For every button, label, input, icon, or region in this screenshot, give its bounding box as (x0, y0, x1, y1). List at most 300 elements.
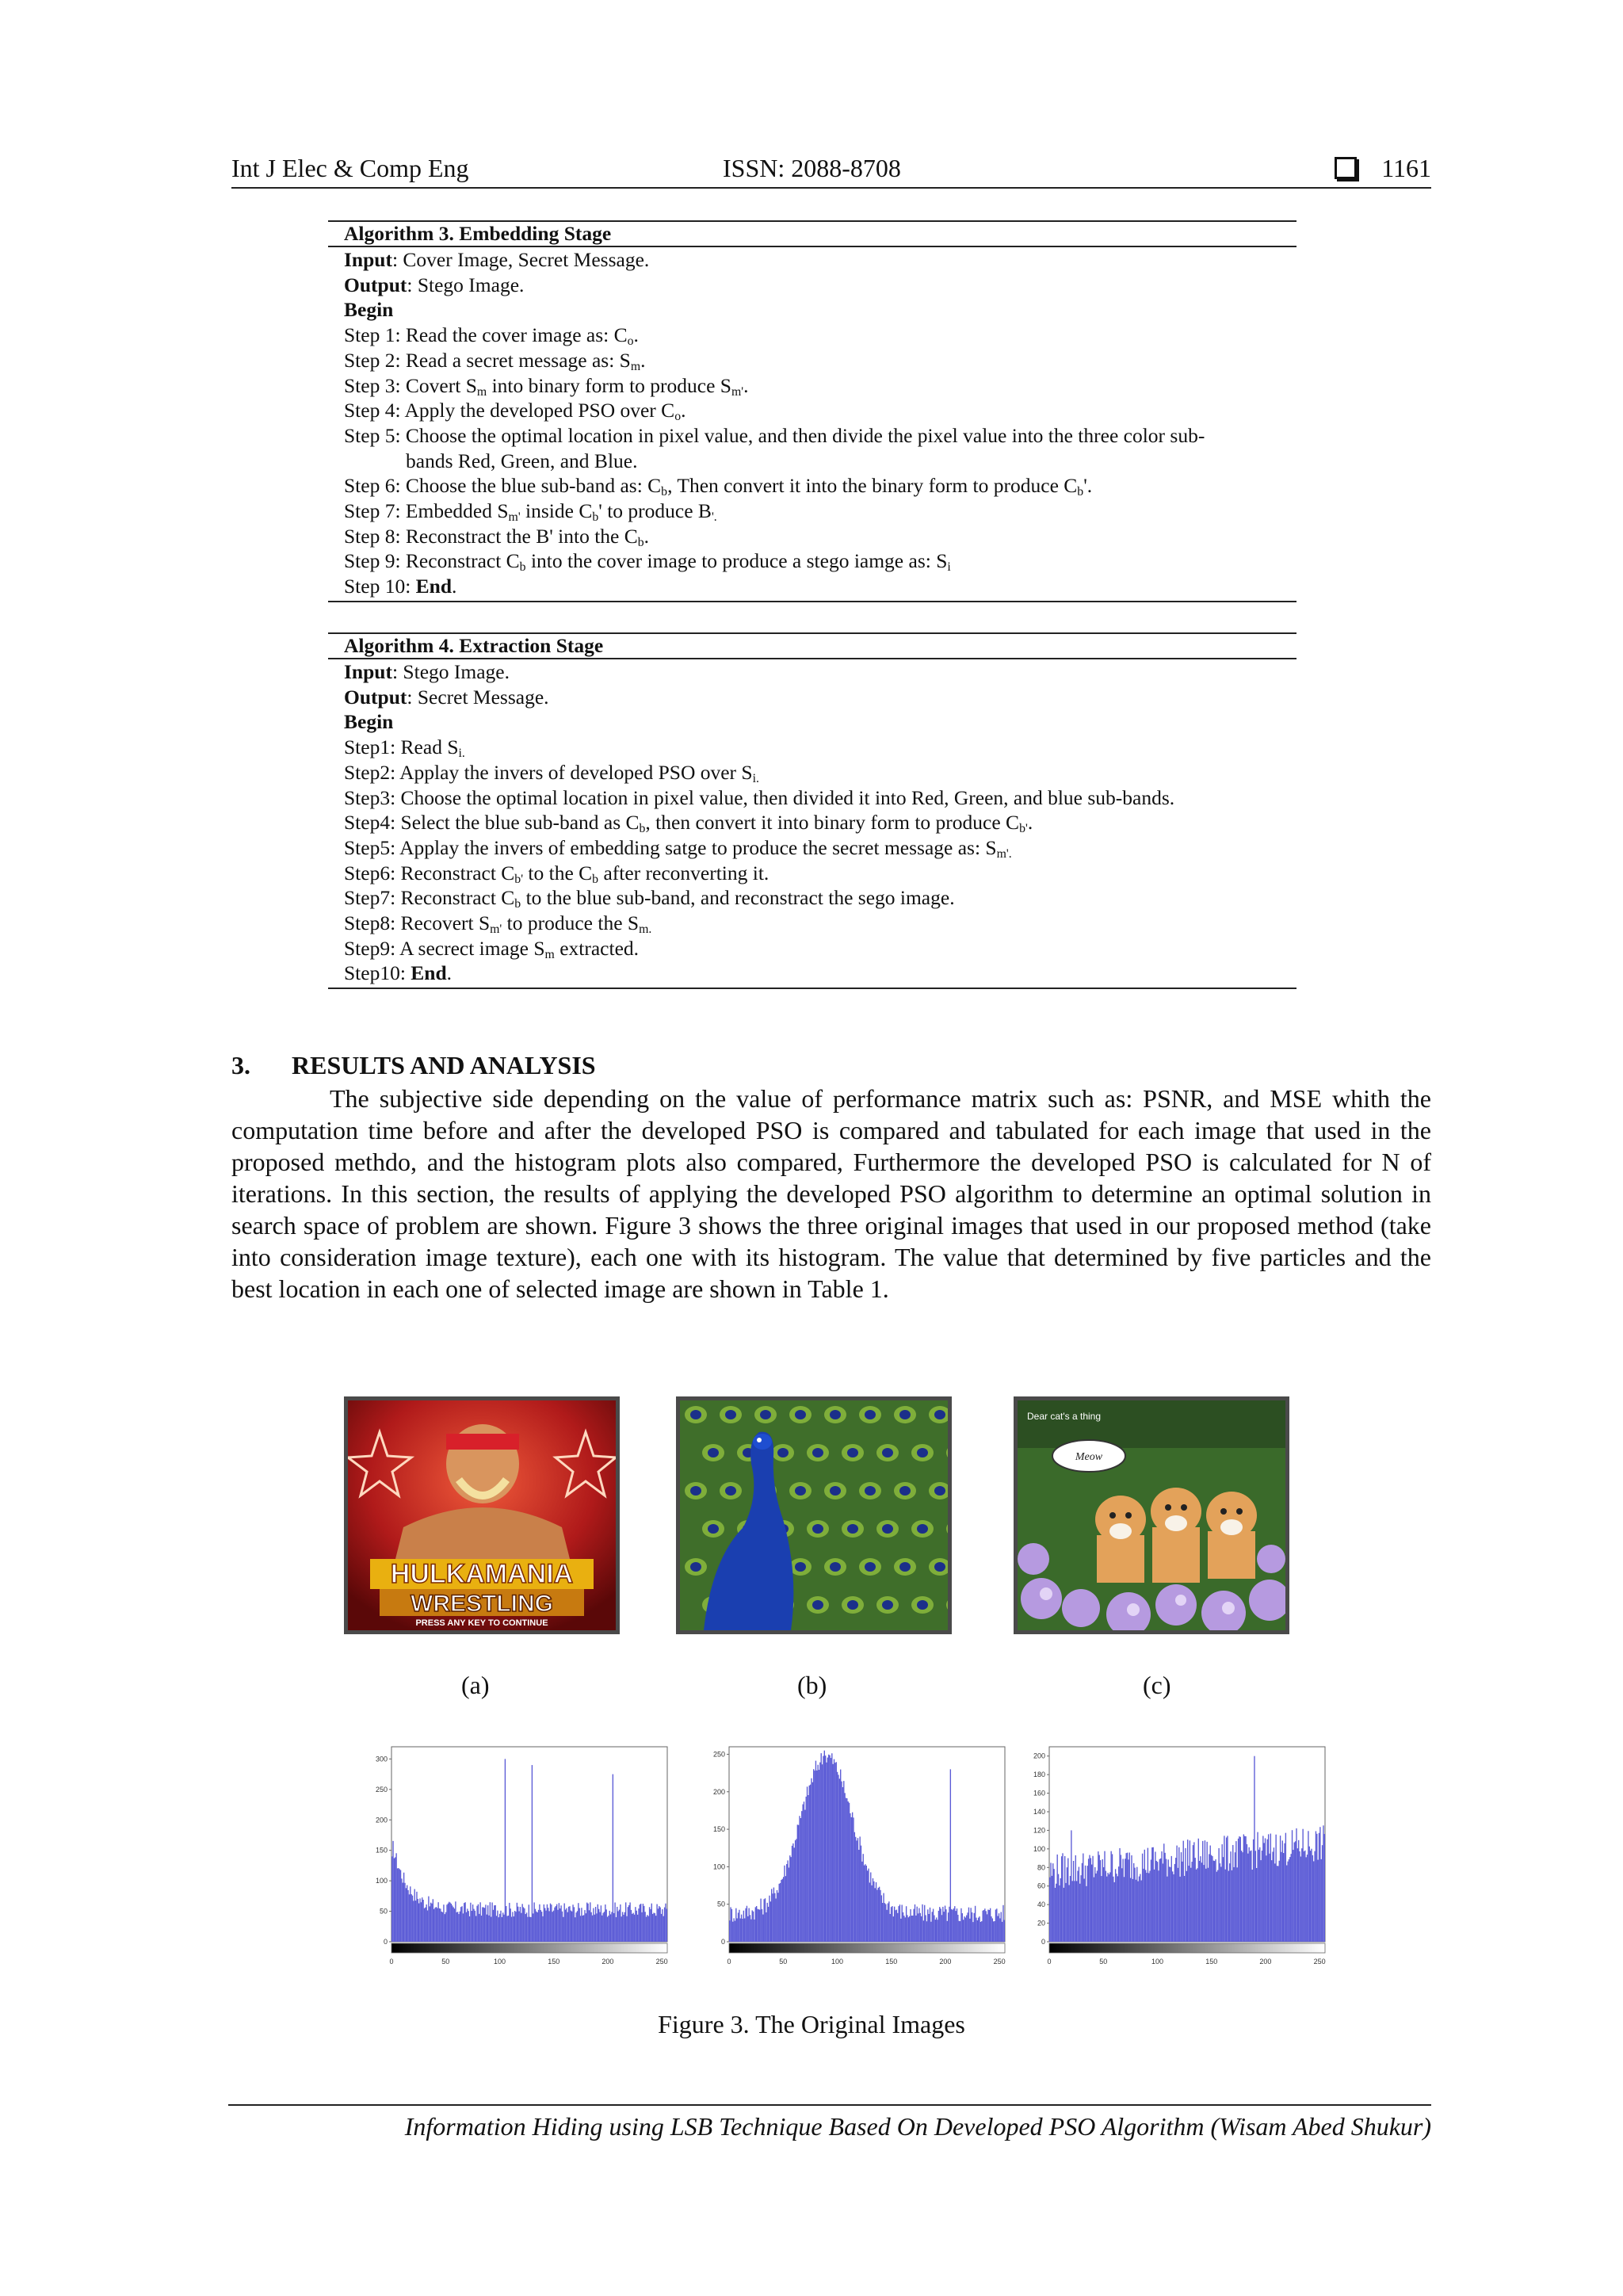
histogram-bar (1053, 1869, 1054, 1942)
histogram-bar (665, 1904, 666, 1942)
histogram-bar (649, 1907, 650, 1942)
histogram-bar (635, 1907, 636, 1942)
histogram-bar (853, 1817, 854, 1942)
y-tick-label: 0 (383, 1938, 388, 1946)
histogram-bar (822, 1764, 823, 1942)
histogram-bar (910, 1909, 911, 1942)
histogram-bar (614, 1902, 615, 1942)
histogram-bar (851, 1817, 852, 1942)
feather-eye-center (690, 1486, 701, 1496)
histogram-bar (784, 1866, 785, 1942)
histogram-bar (548, 1911, 549, 1942)
histogram-bar (755, 1907, 756, 1942)
x-tick-label: 200 (939, 1958, 952, 1966)
histogram-bar (617, 1911, 618, 1942)
histogram-bar (398, 1868, 399, 1942)
histogram-b (702, 1742, 1011, 1977)
histogram-bar (488, 1916, 489, 1942)
histogram-bar (421, 1902, 422, 1942)
histogram-bar (542, 1916, 543, 1942)
histogram-bar (855, 1837, 856, 1942)
histogram-bar (636, 1911, 637, 1942)
histogram-bar (979, 1916, 980, 1942)
y-tick-label: 160 (1033, 1789, 1045, 1797)
histogram-bar (524, 1908, 525, 1942)
histogram-bar (925, 1915, 926, 1942)
histogram-bar (987, 1909, 988, 1942)
algo3-step-4: Step 4: Apply the developed PSO over $C_o$. (344, 399, 686, 424)
histogram-bar (786, 1864, 787, 1942)
histogram-bar (1095, 1874, 1096, 1942)
histogram-bar (944, 1912, 945, 1942)
histogram-bar (731, 1909, 732, 1942)
histogram-bar (538, 1910, 539, 1942)
histogram-bar (915, 1916, 916, 1942)
section-title: RESULTS AND ANALYSIS (292, 1051, 596, 1079)
algo3-step-2: Step 2: Read a secret message as: $S_m$. (344, 348, 646, 373)
histogram-bar (990, 1908, 991, 1942)
histogram-bar (1243, 1834, 1244, 1942)
y-tick-label: 80 (1037, 1863, 1045, 1872)
figure-caption: Figure 3. The Original Images (658, 2010, 965, 2038)
histogram-bar (473, 1909, 474, 1942)
histogram-bar (810, 1785, 811, 1942)
histogram-bar (1074, 1881, 1075, 1942)
histogram-bar (1116, 1874, 1117, 1942)
histogram-bar (957, 1915, 958, 1942)
histogram-bar (568, 1907, 569, 1942)
histogram-bar (1284, 1843, 1285, 1942)
histogram-bar (1057, 1855, 1058, 1942)
histogram-bar (984, 1908, 985, 1942)
feather-eye-center (708, 1448, 719, 1457)
histogram-bar (962, 1913, 963, 1942)
body-paragraph: The subjective side depending on the value of performance matrix such as: PSNR, and MSE whith the computation time before and after the developed PSO is compared and tabulated for each image that used in the proposed methdo, and the histogram plots also compared, Furthermore the developed PSO is calculated for N of iterations. In this section, the results of applying the developed PSO algorithm to determine an optimal solution in search space of problem are shown. Figure 3 shows the three original images that used in our proposed method (take into consideration image texture), each one with its histogram. The value that determined by five particles and the best location in each one of selected image are shown in Table 1. (231, 1084, 1431, 1303)
histogram-bar (1064, 1856, 1065, 1942)
histogram-bar (785, 1876, 786, 1942)
histogram-bar (533, 1902, 534, 1942)
x-tick-label: 250 (993, 1958, 1006, 1966)
histogram-bar (804, 1810, 805, 1942)
histogram-bar (1217, 1870, 1218, 1942)
histogram-bar (730, 1907, 731, 1942)
histogram-bar (760, 1899, 761, 1942)
histogram-bar (414, 1889, 415, 1942)
y-tick-label: 40 (1037, 1901, 1045, 1909)
wrestler-image (348, 1400, 616, 1630)
histogram-bar (553, 1911, 554, 1942)
feather-eye-center (830, 1486, 841, 1496)
photo-c-header: Dear cat's a thing (1027, 1411, 1102, 1422)
histogram-bar (867, 1870, 868, 1942)
histogram-bar (912, 1916, 913, 1942)
histogram-bar (577, 1911, 578, 1942)
histogram-bar (1084, 1878, 1085, 1942)
histogram-bar (620, 1904, 621, 1942)
x-tick-label: 0 (1047, 1958, 1052, 1966)
histogram-bar (732, 1922, 733, 1942)
histogram-bar (611, 1912, 612, 1942)
histogram-bar (575, 1912, 576, 1942)
histogram-bar (1058, 1874, 1059, 1942)
histogram-bar (1280, 1836, 1281, 1942)
x-tick-label: 50 (441, 1958, 450, 1966)
histogram-bar (1213, 1861, 1214, 1942)
histogram-bar (772, 1893, 773, 1942)
histogram-bar (1124, 1877, 1125, 1942)
histogram-bar (815, 1761, 816, 1942)
histogram-bar (800, 1818, 801, 1942)
histogram-bar (765, 1898, 766, 1942)
algo3-step-5: Step 5: Choose the optimal location in pixel value, and then divide the pixel value into the three color sub- (344, 423, 1205, 447)
histogram-bar (1109, 1872, 1110, 1942)
algorithm-3-title: Algorithm 3. Embedding Stage (328, 220, 1296, 247)
histogram-bar (1218, 1848, 1219, 1942)
histogram-bar (1292, 1830, 1293, 1942)
histogram-bar (1245, 1836, 1246, 1942)
histogram-bar (1206, 1842, 1207, 1942)
histogram-bar (801, 1811, 802, 1942)
histogram-bar (782, 1879, 783, 1942)
histogram-bar (859, 1836, 860, 1942)
histogram-bar (1117, 1876, 1118, 1942)
histogram-bar (550, 1904, 551, 1942)
histogram-bar (744, 1918, 745, 1942)
y-tick-label: 50 (379, 1907, 388, 1916)
histogram-bar (935, 1920, 936, 1942)
histogram-bar (1313, 1861, 1314, 1942)
histogram-bar (565, 1910, 566, 1942)
histogram-bar (1174, 1864, 1175, 1942)
histogram-bar (391, 1856, 392, 1942)
histogram-bar (878, 1888, 879, 1942)
histogram-bar (945, 1909, 946, 1942)
histogram-bar (434, 1908, 435, 1942)
histogram-bar (609, 1911, 610, 1942)
histogram-bar (455, 1901, 456, 1942)
histogram-bar (1052, 1863, 1053, 1942)
algo3-step-5-cont: bands Red, Green, and Blue. (406, 449, 638, 472)
histogram-bar (876, 1890, 877, 1942)
algo4-input: Input: Stego Image. (344, 660, 510, 683)
histogram-bar (857, 1838, 858, 1942)
histogram-bar (947, 1921, 948, 1942)
algo4-step-10: Step10: End. (344, 961, 453, 985)
histogram-bar (821, 1753, 822, 1942)
histogram-bar (1164, 1853, 1165, 1942)
feather-eye-center (917, 1524, 928, 1534)
histogram-bar (422, 1900, 423, 1942)
histogram-bar (1097, 1870, 1098, 1942)
histogram-bar (562, 1912, 563, 1942)
feather-eye-center (882, 1600, 893, 1610)
histogram-bar (1127, 1853, 1128, 1942)
histogram-bar (968, 1908, 969, 1942)
histogram-bar (624, 1912, 625, 1942)
histogram-bar (896, 1910, 897, 1942)
histogram-bar (921, 1916, 922, 1942)
histogram-bar (757, 1909, 758, 1942)
y-tick-label: 200 (1033, 1752, 1045, 1760)
histogram-bar (996, 1908, 997, 1942)
y-tick-label: 0 (1041, 1938, 1045, 1946)
histogram-bar (952, 1910, 953, 1942)
histogram-bar (995, 1909, 996, 1942)
histogram-bar (1089, 1855, 1090, 1942)
histogram-bar (1156, 1861, 1157, 1942)
histogram-c (1022, 1742, 1331, 1977)
histogram-bar (397, 1868, 398, 1942)
histogram-bar (951, 1909, 952, 1942)
histogram-bar (1133, 1863, 1134, 1942)
histogram-bar (464, 1902, 465, 1942)
histogram-bar (1267, 1839, 1268, 1942)
feather-eye-center (847, 1600, 858, 1610)
histogram-bar (1264, 1843, 1265, 1942)
histogram-bar (802, 1805, 803, 1942)
histogram-bar (551, 1904, 552, 1942)
histogram-bar (1171, 1856, 1172, 1942)
histogram-bar (650, 1909, 651, 1942)
histogram-bar (1114, 1882, 1115, 1942)
x-tick-label: 100 (493, 1958, 506, 1966)
histogram-bar (418, 1903, 419, 1942)
histogram-bar (1004, 1920, 1005, 1942)
histogram-bar (1324, 1834, 1325, 1942)
histogram-bar (1077, 1871, 1078, 1942)
algo4-output: Output: Secret Message. (344, 685, 549, 709)
histogram-bar (939, 1907, 940, 1942)
histogram-bar (463, 1913, 464, 1942)
histogram-bar (557, 1910, 558, 1942)
histogram-bar (1118, 1866, 1119, 1942)
subfigure-label-a: (a) (461, 1671, 490, 1699)
histogram-a (365, 1742, 674, 1977)
histogram-bar (1244, 1836, 1245, 1942)
histogram-bar (1103, 1867, 1104, 1942)
histogram-bar (607, 1917, 608, 1942)
histogram-bar (836, 1762, 837, 1942)
histogram-bar (409, 1894, 410, 1942)
grayscale-ramp (1049, 1943, 1325, 1953)
histogram-bar (1087, 1866, 1088, 1942)
x-tick-label: 150 (548, 1958, 560, 1966)
histogram-bar (454, 1908, 455, 1942)
feather-eye-center (917, 1600, 928, 1610)
histogram-bar (567, 1912, 568, 1942)
histogram-bar (520, 1907, 521, 1942)
histogram-bar (666, 1909, 667, 1942)
histogram-bar (869, 1882, 870, 1942)
feather-eye-center (795, 1562, 806, 1572)
histogram-bar (437, 1902, 438, 1942)
histogram-bar (1148, 1873, 1149, 1942)
histogram-bar (1282, 1840, 1283, 1942)
histogram-bar (656, 1904, 657, 1942)
histogram-bar (735, 1908, 736, 1942)
histogram-bar (1184, 1876, 1185, 1942)
algo4-step-3: Step3: Choose the optimal location in pixel value, then divided it into Red, Green, and blue sub-bands. (344, 785, 1175, 809)
histogram-bar (1253, 1839, 1254, 1942)
histogram-bar (539, 1904, 540, 1942)
histogram-bar (828, 1755, 829, 1942)
histogram-bar (1065, 1883, 1066, 1942)
histogram-bar (926, 1921, 927, 1942)
feather-eye-center (725, 1486, 736, 1496)
histogram-bar (863, 1854, 864, 1942)
histogram-bar (1270, 1834, 1271, 1942)
histogram-bar (843, 1781, 844, 1942)
histogram-bar (448, 1904, 449, 1942)
histogram-bar (436, 1907, 437, 1942)
histogram-bar (1208, 1868, 1209, 1942)
histogram-bar (580, 1916, 581, 1942)
histogram-bar (882, 1903, 883, 1942)
histogram-bar (954, 1906, 955, 1942)
histogram-bar (902, 1904, 903, 1942)
histogram-bar (852, 1813, 853, 1942)
histogram-bar (861, 1862, 862, 1942)
algo3-step-9: Step 9: Reconstract $C_b$ into the cover image to produce a stego iamge as: $S_i$ (344, 549, 951, 575)
algorithm-4-title: Algorithm 4. Extraction Stage (328, 632, 1296, 659)
histogram-bar (846, 1798, 847, 1942)
y-tick-label: 300 (375, 1755, 388, 1763)
histogram-bar (1223, 1857, 1224, 1942)
histogram-bar (894, 1907, 895, 1942)
histogram-bar (740, 1919, 741, 1942)
histogram-bar (655, 1916, 656, 1942)
histogram-bar (410, 1886, 411, 1942)
histogram-bar (923, 1920, 924, 1942)
histogram-bar (478, 1904, 479, 1942)
histogram-bar (840, 1770, 841, 1942)
histogram-bar (1190, 1868, 1191, 1942)
histogram-bar (1067, 1859, 1068, 1942)
y-tick-label: 100 (375, 1877, 388, 1885)
feather-eye-center (934, 1486, 945, 1496)
grayscale-ramp (729, 1943, 1005, 1953)
y-tick-label: 100 (712, 1862, 725, 1871)
histogram-bar (564, 1904, 565, 1942)
histogram-bar (599, 1912, 600, 1942)
histogram-bar (794, 1847, 795, 1942)
histogram-bar (640, 1904, 641, 1942)
histogram-bar (1259, 1847, 1260, 1942)
histogram-bar (1169, 1866, 1170, 1942)
histogram-bar (844, 1793, 845, 1942)
histogram-bar (403, 1873, 404, 1942)
histogram-bar (1049, 1878, 1050, 1942)
histogram-bar (812, 1782, 813, 1942)
histogram-bar (959, 1921, 960, 1942)
histogram-bar (911, 1916, 912, 1942)
histogram-bar (425, 1908, 426, 1942)
histogram-bar (879, 1887, 880, 1942)
histogram-bar (1102, 1859, 1103, 1942)
histogram-bar (535, 1909, 536, 1942)
histogram-bar (1106, 1877, 1107, 1942)
histogram-bar (1222, 1844, 1223, 1942)
histogram-bar (960, 1908, 961, 1942)
histogram-bar (762, 1915, 763, 1942)
histogram-bar (1060, 1878, 1061, 1942)
histogram-bar (975, 1906, 976, 1942)
photo-a-text-1: HULKAMANIA (390, 1559, 574, 1589)
histogram-bar (927, 1909, 928, 1942)
histogram-bar (430, 1903, 431, 1942)
histogram-bar (1311, 1849, 1312, 1942)
histogram-bar (1255, 1851, 1256, 1942)
histogram-bar (1314, 1851, 1315, 1942)
histogram-bar (841, 1782, 842, 1942)
histogram-bar (545, 1911, 546, 1942)
x-tick-label: 150 (885, 1958, 898, 1966)
histogram-bar (433, 1909, 434, 1942)
histogram-bar (644, 1912, 645, 1942)
histogram-bar (1191, 1862, 1192, 1942)
histogram-bar (798, 1825, 799, 1942)
histogram-bar (1275, 1835, 1276, 1942)
histogram-bar (1115, 1869, 1116, 1942)
histogram-bar (809, 1786, 810, 1942)
histogram-bar (900, 1919, 901, 1942)
histogram-bar (616, 1917, 617, 1942)
histogram-bar (1104, 1851, 1105, 1942)
histogram-bar (1299, 1851, 1300, 1942)
histogram-bar (1262, 1836, 1263, 1942)
histogram-bar (1309, 1847, 1310, 1942)
y-tick-label: 60 (1037, 1881, 1045, 1890)
feather-eye-center (830, 1562, 841, 1572)
histogram-bar (658, 1908, 659, 1942)
histogram-bar (905, 1917, 906, 1942)
y-tick-label: 50 (716, 1900, 725, 1908)
algorithm-3-box (328, 220, 1296, 602)
histogram-bar (1143, 1869, 1144, 1942)
histogram-bar (537, 1912, 538, 1942)
histogram-bar (1112, 1854, 1113, 1942)
histogram-bar (476, 1906, 477, 1942)
histogram-bar (1129, 1853, 1130, 1942)
histogram-bar (883, 1893, 884, 1942)
y-tick-label: 250 (375, 1785, 388, 1794)
section-heading (231, 1051, 596, 1080)
histogram-bar (881, 1895, 882, 1942)
histogram-bar (1145, 1870, 1146, 1942)
histogram-bar (469, 1916, 470, 1942)
histogram-bar (1201, 1862, 1202, 1942)
histogram-bar (508, 1916, 509, 1942)
histogram-bar (747, 1916, 748, 1942)
histogram-bar (493, 1910, 494, 1942)
histogram-bar (412, 1896, 413, 1942)
histogram-bar (626, 1916, 627, 1942)
photo-a-text-3: PRESS ANY KEY TO CONTINUE (415, 1618, 548, 1628)
histogram-bar (873, 1881, 874, 1942)
histogram-bar (1151, 1847, 1152, 1942)
histogram-bar (526, 1912, 527, 1942)
histogram-bar (870, 1872, 871, 1942)
histogram-bar (1250, 1851, 1251, 1942)
histogram-bar (759, 1910, 760, 1942)
histogram-bar (1088, 1859, 1089, 1942)
photo-c-bubble: Meow (1075, 1451, 1103, 1463)
histogram-bar (789, 1855, 790, 1942)
histogram-bar (602, 1913, 603, 1942)
histogram-bar (940, 1908, 941, 1942)
histogram-bar (572, 1904, 573, 1942)
histogram-bar (596, 1913, 597, 1942)
